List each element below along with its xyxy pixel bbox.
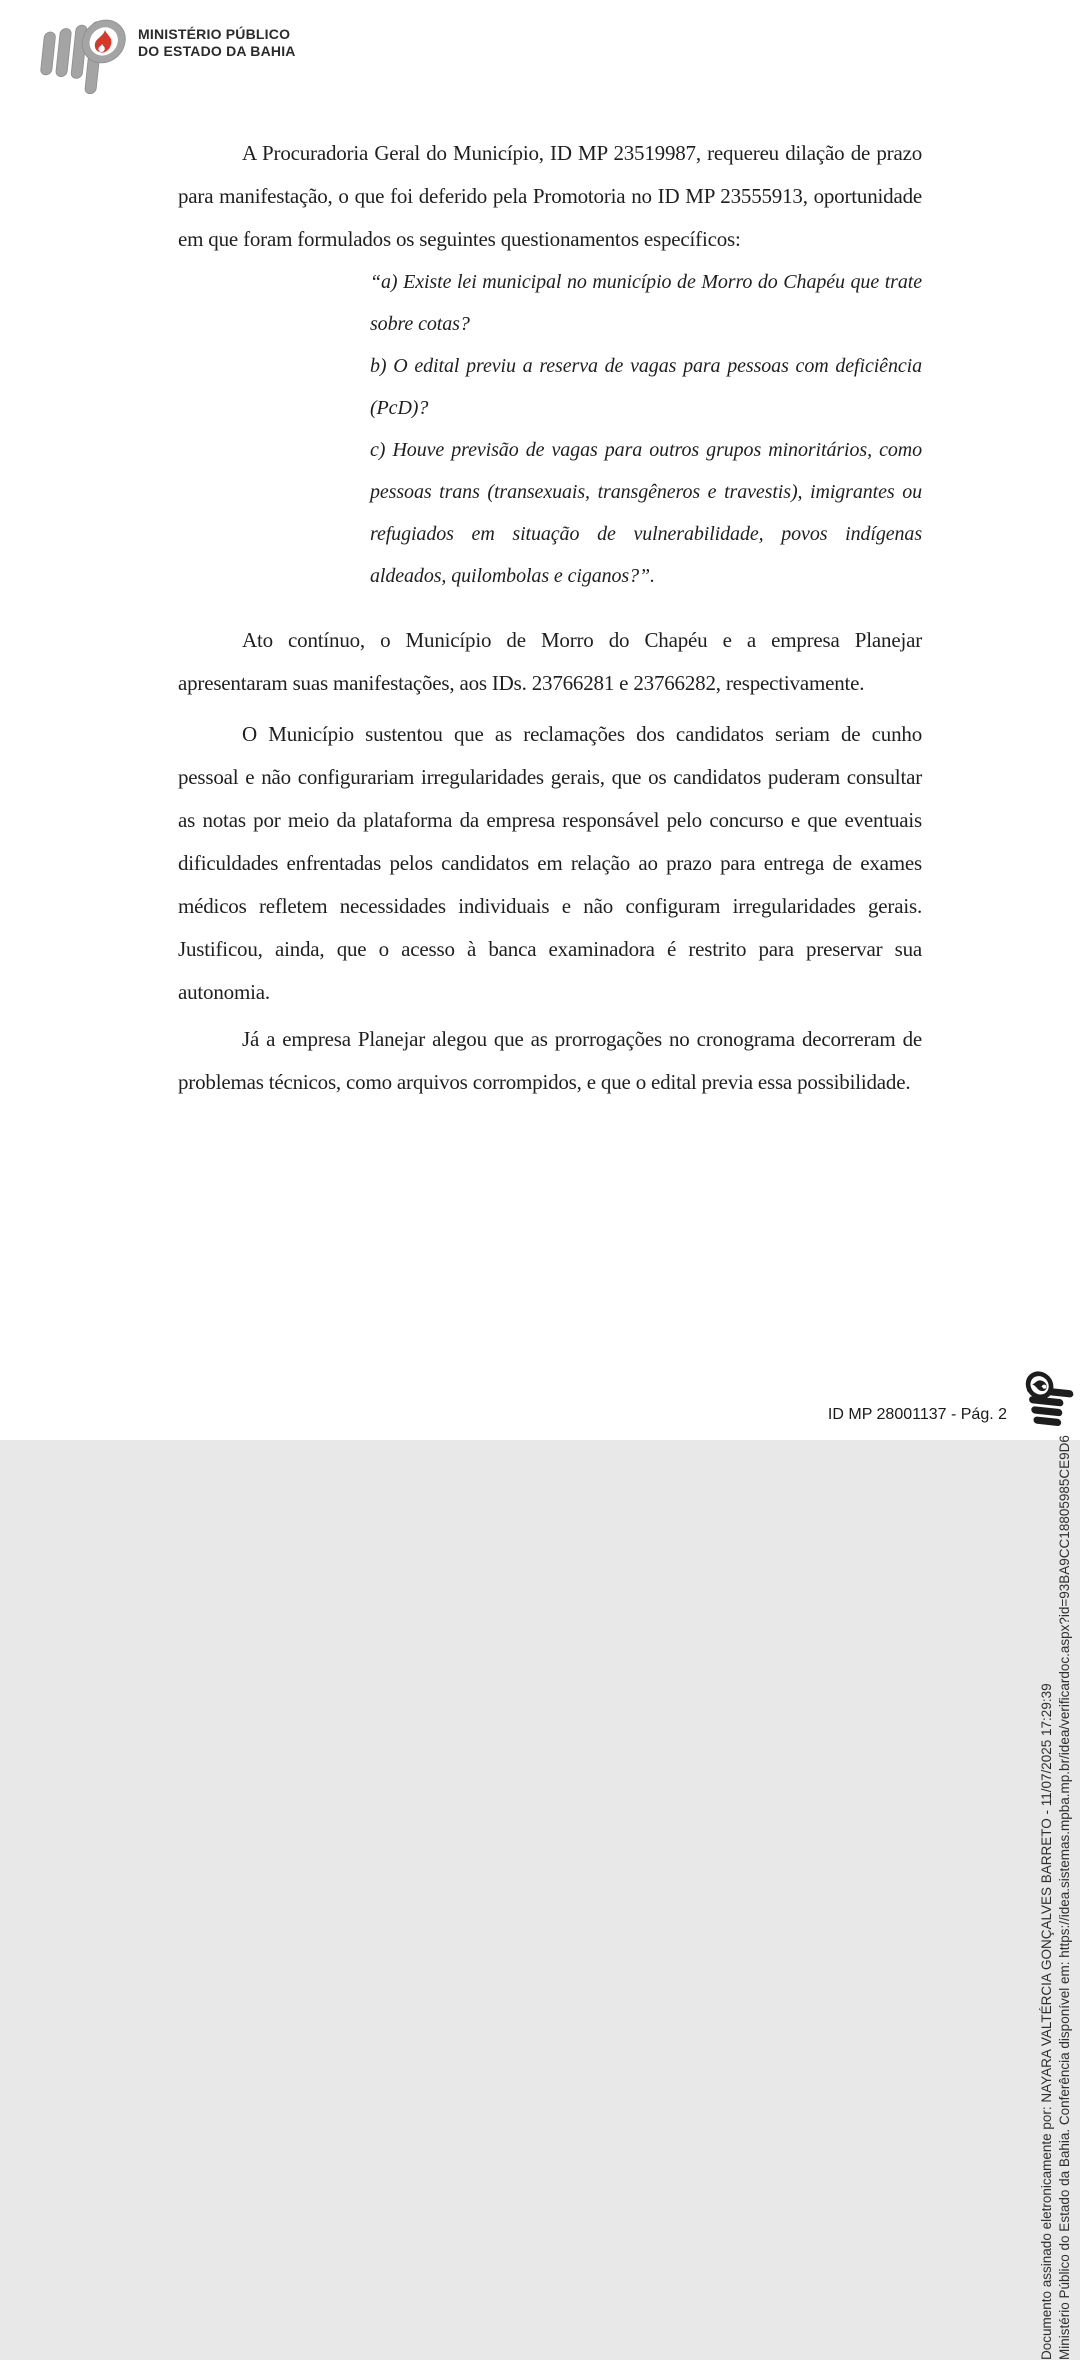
header [33, 13, 296, 99]
mpba-footer-logo-icon [1016, 1374, 1080, 1438]
org-name-line1: MINISTÉRIO PÚBLICO [138, 26, 291, 42]
quote-item-a: “a) Existe lei municipal no município de Morro do Chapéu que trate sobre cotas? [370, 271, 922, 335]
signature-strip [1038, 1365, 1074, 2360]
org-name-line2: DO ESTADO DA BAHIA [138, 43, 296, 59]
mpba-flame-logo-icon [33, 13, 129, 99]
quote-item-c: c) Houve previsão de vagas para outros grupos minoritários, como pessoas trans (transexuais, transgêneros e travestis), imigrantes ou refugiados em situação de vulnerabilidade, povos indígenas aldeados, quilombolas e ciganos?”. [370, 439, 922, 587]
paragraph-procuradoria: A Procuradoria Geral do Município, ID MP 23519987, requereu dilação de prazo para manifestação, o que foi deferido pela Promotoria no ID MP 23555913, oportunidade em que foram formulados os seguintes questionamentos específicos: [178, 141, 922, 251]
paragraph-planejar: Já a empresa Planejar alegou que as prorrogações no cronograma decorreram de problemas técnicos, como arquivos corrompidos, e que o edital previa essa possibilidade. [178, 1027, 922, 1094]
quote-block [370, 261, 922, 597]
verification-line: Ministério Público do Estado da Bahia. Conferência disponível em: https://idea.sistemas.mpba.mp.br/idea/verificardoc.aspx?id=93BA9CC18805985CE9D6 [1056, 1435, 1072, 2360]
signature-line: Documento assinado eletronicamente por: NAYARA VALTÉRCIA GONÇALVES BARRETO - 11/07/2025 17:29:39 [1039, 1683, 1054, 2360]
paragraph-municipio: O Município sustentou que as reclamações dos candidatos seriam de cunho pessoal e não configurariam irregularidades gerais, que os candidatos puderam consultar as notas por meio da plataforma da empresa responsável pelo concurso e que eventuais dificuldades enfrentadas pelos candidatos em relação ao prazo para entrega de exames médicos refletem necessidades individuais e não configuram irregularidades gerais. Justificou, ainda, que o acesso à banca examinadora é restrito para preservar sua autonomia. [178, 722, 922, 1004]
paragraph-ato-continuo: Ato contínuo, o Município de Morro do Chapéu e a empresa Planejar apresentaram suas manifestações, aos IDs. 23766281 e 23766282, respectivamente. [178, 628, 922, 695]
quote-item-b: b) O edital previu a reserva de vagas para pessoas com deficiência (PcD)? [370, 355, 922, 419]
document-body [178, 132, 922, 1104]
org-name [138, 26, 296, 60]
page-id-label: ID MP 28001137 - Pág. 2 [827, 1406, 1007, 1423]
